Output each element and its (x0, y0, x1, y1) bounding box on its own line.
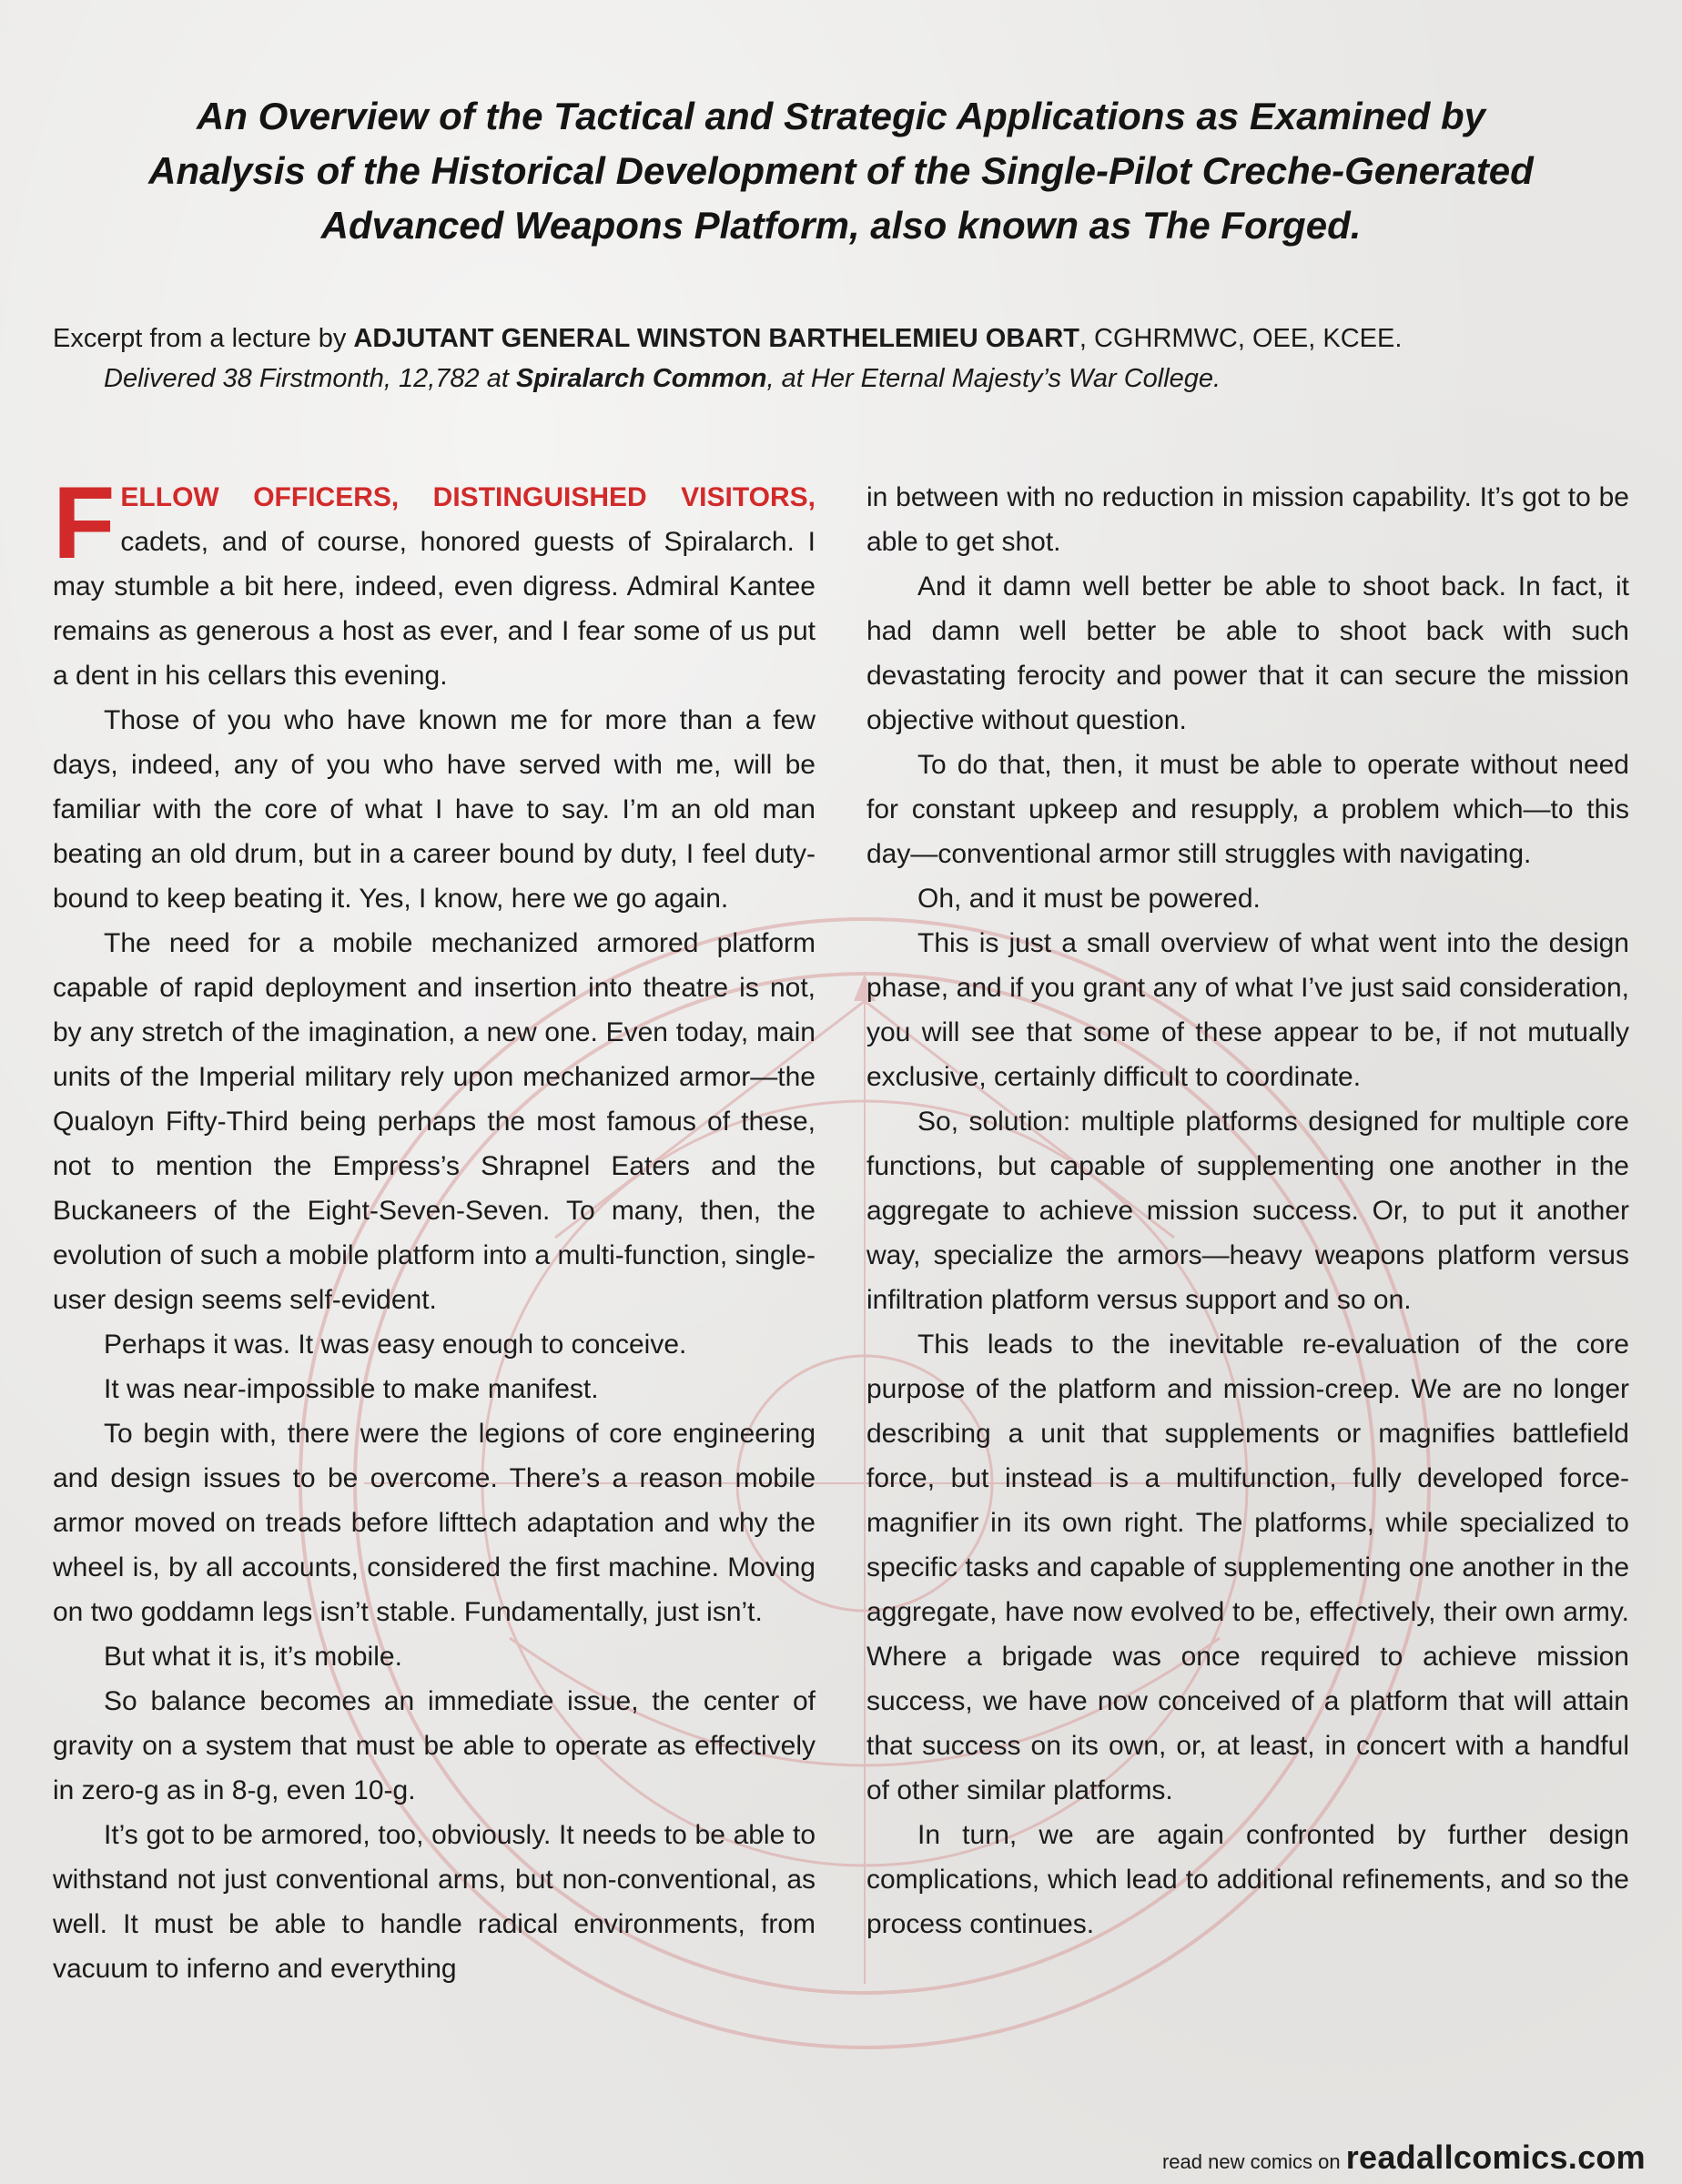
paragraph: So balance becomes an immediate issue, the center of gravity on a system that must be able to operate as effectively in zero-g as in 8-g, even 10-g. (53, 1686, 816, 1805)
speaker-name: ADJUTANT GENERAL WINSTON BARTHELEMIEU OBART (353, 324, 1079, 353)
paragraph: Those of you who have known me for more than a few days, indeed, any of you who have served with me, will be familiar with the core of what I have to say. I’m an old man beating an old drum, but in a career bound by duty, I feel duty-bound to keep beating it. Yes, I know, here we go again. (53, 705, 816, 914)
paragraph: To do that, then, it must be able to operate without need for constant upkeep and resupply, a problem which—to this day—conventional armor still struggles with navigating. (866, 750, 1629, 869)
site-link[interactable]: readallcomics.com (1345, 2138, 1646, 2176)
delivery-line (53, 359, 1636, 399)
paragraph: It’s got to be armored, too, obviously. It needs to be able to withstand not just conventional arms, but non-conventional, as well. It must be able to handle radical environments, from vacuum to inferno and everything (53, 1820, 816, 1984)
right-column (866, 475, 1629, 1946)
venue-name: Spiralarch Common (515, 364, 767, 393)
paragraph: Perhaps it was. It was easy enough to conceive. (104, 1330, 687, 1360)
article-title (55, 89, 1627, 253)
drop-cap: F (53, 466, 116, 580)
paragraph: This is just a small overview of what went into the design phase, and if you grant any of what I’ve just said consideration, you will see that some of these appear to be, if not mutually exclusive, certainly difficult to coordinate. (866, 928, 1629, 1092)
paragraph: But what it is, it’s mobile. (104, 1642, 402, 1672)
title-line-1: An Overview of the Tactical and Strategic Applications as Examined by (197, 95, 1485, 137)
delivery-suffix: , at Her Eternal Majesty’s War College. (766, 364, 1221, 393)
paragraph: Oh, and it must be powered. (917, 884, 1261, 914)
opening-text: cadets, and of course, honored guests of Spiralarch. I may stumble a bit here, indeed, even digress. Admiral Kantee remains as generous a host as ever, and I fear some of us put a dent in his cellars this evening. (53, 527, 816, 691)
footer-prefix: read new comics on (1161, 2150, 1346, 2173)
byline-line (53, 318, 1636, 359)
paragraph: To begin with, there were the legions of core engineering and design issues to be overcome. There’s a reason mobile armor moved on treads before lifttech adaptation and why the wheel is, by all accounts, considered the first machine. Moving on two goddamn legs isn’t stable. Fundamentally, just isn’t. (53, 1419, 816, 1627)
paragraph: This leads to the inevitable re-evaluation of the core purpose of the platform and mission-creep. We are no longer describing a unit that supplements or magnifies battlefield force, but instead is a multifunction, fully developed force-magnifier in its own right. The platforms, while specialized to specific tasks and capable of supplementing one another in the aggregate, have now evolved to be, effectively, their own army. Where a brigade was once required to achieve mission success, we have now conceived of a platform that will attain that success on its own, or, at least, in concert with a handful of other similar platforms. (866, 1330, 1629, 1805)
title-line-2: Analysis of the Historical Development of the Single-Pilot Creche-Generated (148, 149, 1534, 192)
speaker-honors: , CGHRMWC, OEE, KCEE. (1079, 324, 1403, 353)
paragraph: It was near-impossible to make manifest. (104, 1374, 599, 1404)
delivery-prefix: Delivered 38 Firstmonth, 12,782 at (104, 364, 516, 393)
paragraph: In turn, we are again confronted by further design complications, which lead to additional refinements, and so the process continues. (866, 1820, 1629, 1939)
paragraph: And it damn well better be able to shoot back. In fact, it had damn well better be able to shoot back with such devastating ferocity and power that it can secure the mission objective without question. (866, 571, 1629, 735)
paragraph: The need for a mobile mechanized armored platform capable of rapid deployment and insertion into theatre is not, by any stretch of the imagination, a new one. Even today, main units of the Imperial military rely upon mechanized armor—the Qualoyn Fifty-Third being perhaps the most famous of these, not to mention the Empress’s Shrapnel Eaters and the Buckaneers of the Eight-Seven-Seven. To many, then, the evolution of such a mobile platform into a multi-function, single-user design seems self-evident. (53, 928, 816, 1315)
left-column (53, 466, 816, 1991)
lead-in: ELLOW OFFICERS, DISTINGUISHED VISITORS, (120, 482, 816, 512)
continued-paragraph: in between with no reduction in mission capability. It’s got to be able to get shot. (866, 482, 1629, 557)
opening-paragraph (53, 466, 816, 698)
title-line-3: Advanced Weapons Platform, also known as The Forged. (320, 204, 1362, 247)
paragraph: So, solution: multiple platforms designed for multiple core functions, but capable of supplementing one another in the aggregate to achieve mission success. Or, to put it another way, specialize the armors—heavy weapons platform versus infiltration platform versus support and so on. (866, 1107, 1629, 1315)
byline-prefix: Excerpt from a lecture by (53, 324, 354, 353)
excerpt-byline (53, 318, 1636, 399)
footer-credit (1162, 2138, 1646, 2177)
